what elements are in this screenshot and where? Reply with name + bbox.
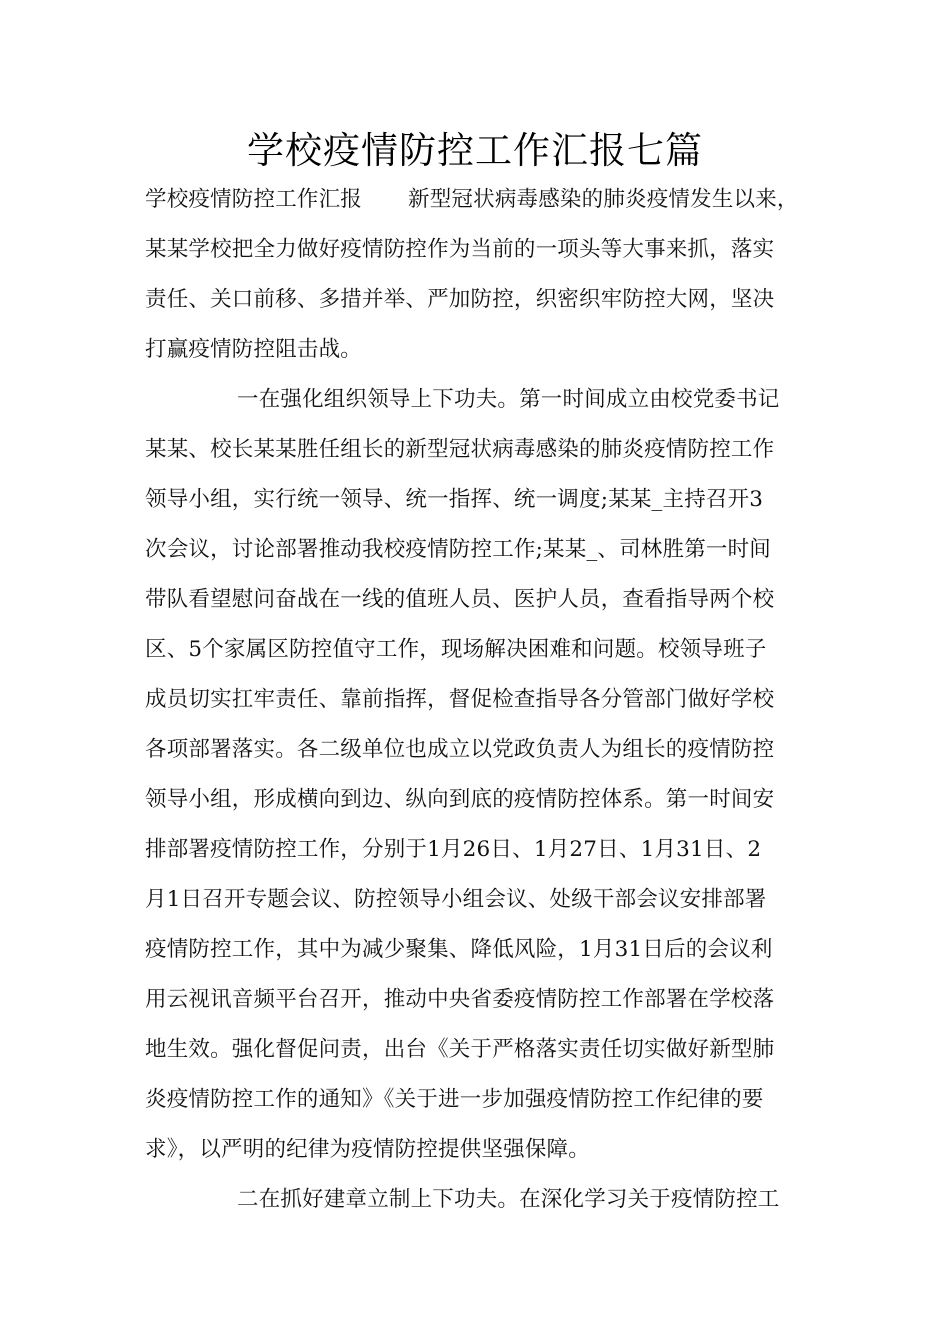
paragraph-line: 次会议，讨论部署推动我校疫情防控工作;某某_、司林胜第一时间	[145, 537, 771, 562]
paragraph-line: 领导小组，形成横向到边、纵向到底的疫情防控体系。第一时间安	[145, 787, 775, 812]
paragraph-line: 求》，以严明的纪律为疫情防控提供坚强保障。	[145, 1137, 590, 1162]
paragraph-line: 区、5个家属区防控值守工作，现场解决困难和问题。校领导班子	[145, 637, 767, 662]
paragraph-line: 炎疫情防控工作的通知》《关于进一步加强疫情防控工作纪律的要	[145, 1087, 764, 1112]
paragraph-line: 二在抓好建章立制上下功夫。在深化学习关于疫情防控工	[237, 1187, 780, 1212]
paragraph-line: 打赢疫情防控阻击战。	[145, 337, 363, 362]
paragraph-line: 某某、校长某某胜任组长的新型冠状病毒感染的肺炎疫情防控工作	[145, 437, 775, 462]
paragraph-line: 疫情防控工作，其中为减少聚集、降低风险，1月31日后的会议利	[145, 937, 773, 962]
paragraph-line: 各项部署落实。各二级单位也成立以党政负责人为组长的疫情防控	[145, 737, 775, 762]
paragraph-line: 一在强化组织领导上下功夫。第一时间成立由校党委书记	[237, 387, 780, 412]
paragraph-line: 排部署疫情防控工作，分别于1月26日、1月27日、1月31日、2	[145, 837, 762, 862]
paragraph-line: 地生效。强化督促问责，出台《关于严格落实责任切实做好新型肺	[145, 1037, 775, 1062]
paragraph-line: 用云视讯音频平台召开，推动中央省委疫情防控工作部署在学校落	[145, 987, 775, 1012]
paragraph-line: 带队看望慰问奋战在一线的值班人员、医护人员，查看指导两个校	[145, 587, 775, 612]
paragraph-line: 成员切实扛牢责任、靠前指挥，督促检查指导各分管部门做好学校	[145, 687, 775, 712]
document-body	[145, 180, 813, 1230]
paragraph-line: 责任、关口前移、多措并举、严加防控，织密织牢防控大网，坚决	[145, 287, 775, 312]
document-title: 学校疫情防控工作汇报七篇	[247, 129, 703, 172]
paragraph-line: 月1日召开专题会议、防控领导小组会议、处级干部会议安排部署	[145, 887, 767, 912]
paragraph-line	[145, 180, 813, 230]
paragraph-line: 领导小组，实行统一领导、统一指挥、统一调度;某某_主持召开3	[145, 487, 764, 512]
intro-heading: 学校疫情防控工作汇报	[145, 187, 363, 212]
paragraph-line: 某某学校把全力做好疫情防控作为当前的一项头等大事来抓，落实	[145, 237, 775, 262]
paragraph-line-text: 新型冠状病毒感染的肺炎疫情发生以来，	[408, 187, 799, 212]
